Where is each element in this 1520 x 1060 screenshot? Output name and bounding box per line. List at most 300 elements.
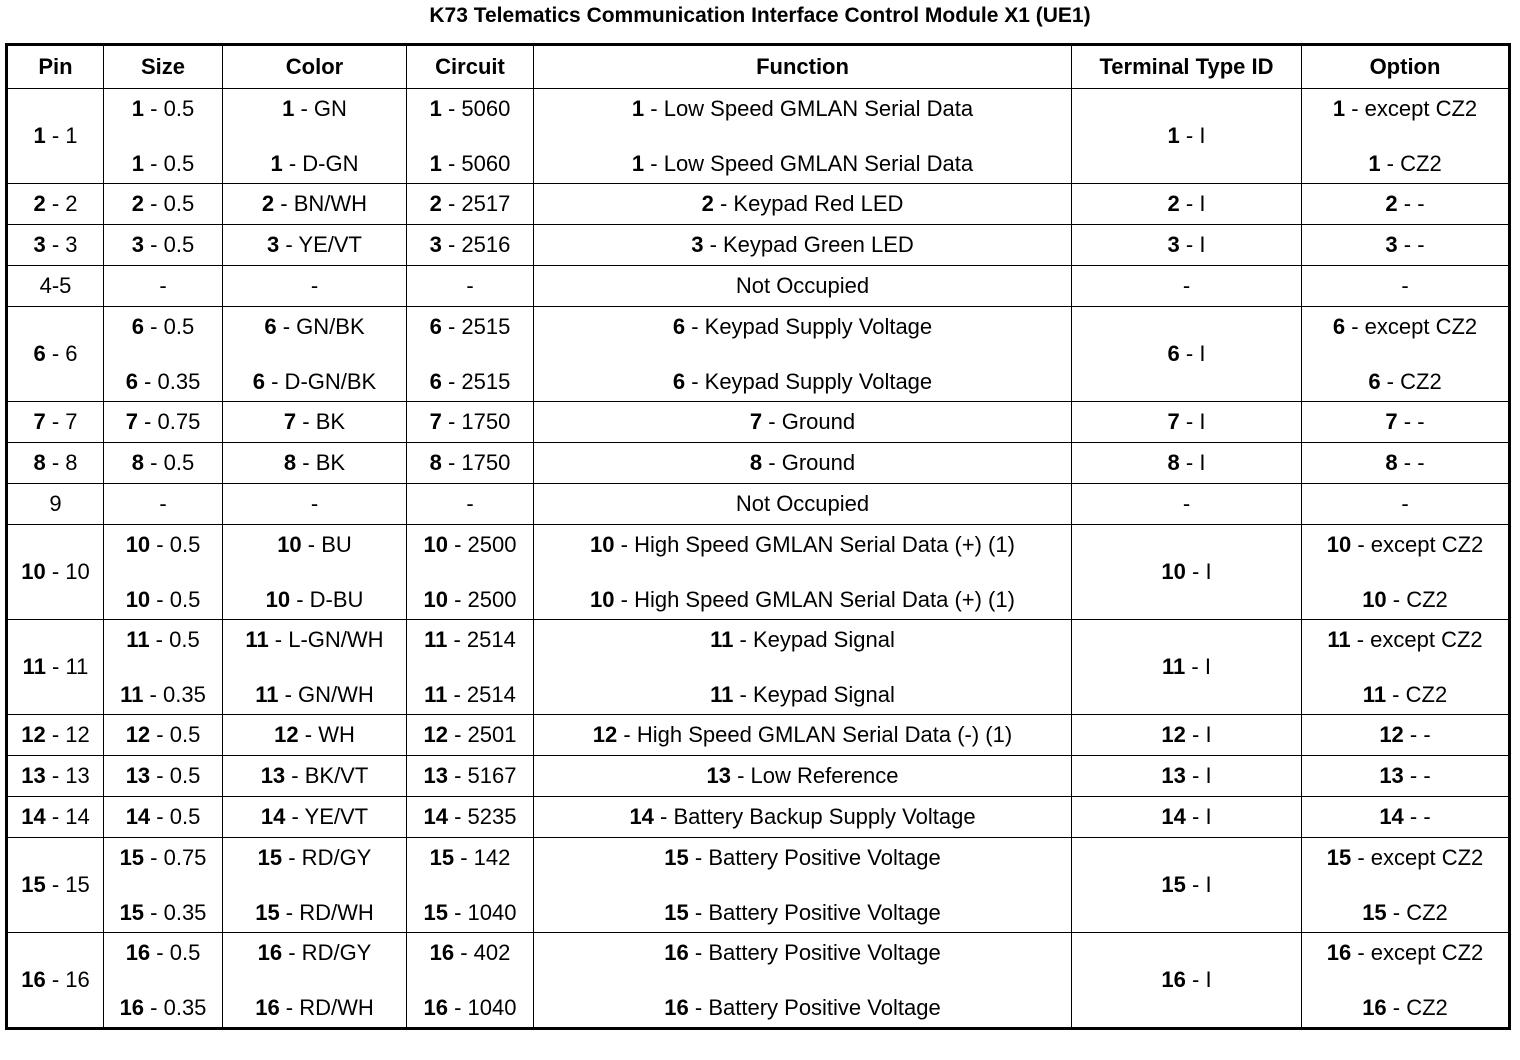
circuit-value: [407, 940, 533, 966]
size-value: [104, 369, 222, 395]
option-value: [1302, 314, 1508, 340]
option-text: - CZ2: [1386, 899, 1448, 925]
terminal-text: -: [1182, 273, 1191, 298]
pin-value: [8, 722, 103, 748]
circuit-cell: [407, 402, 534, 443]
option-text: - -: [1397, 409, 1425, 434]
function-value: [534, 627, 1071, 653]
function-value: [534, 900, 1071, 926]
circuit-value: [407, 682, 533, 708]
option-number: 15: [1326, 844, 1352, 870]
pin-text: - 1: [45, 123, 78, 148]
size-value: [104, 900, 222, 926]
color-cell: [223, 266, 407, 307]
option-text: - except CZ2: [1351, 844, 1484, 870]
size-text: - 0.5: [150, 722, 201, 747]
terminal-text: - I: [1179, 341, 1206, 366]
option-text: - CZ2: [1386, 586, 1448, 612]
circuit-text: - 2517: [441, 191, 511, 216]
color-text: -: [310, 491, 319, 516]
option-value: [1302, 845, 1508, 871]
option-value: [1302, 940, 1508, 966]
function-text: - Battery Positive Voltage: [688, 899, 941, 925]
circuit-cell: [407, 484, 534, 525]
color-number: 14: [260, 804, 286, 829]
option-number: 10: [1326, 531, 1352, 557]
pin-number: 15: [21, 872, 46, 897]
option-value: [1302, 627, 1508, 653]
table-row: [7, 443, 1510, 484]
size-cell: [104, 402, 223, 443]
option-value: [1302, 151, 1508, 177]
color-value: [223, 369, 406, 395]
circuit-cell: [407, 266, 534, 307]
circuit-cell: [407, 89, 534, 184]
color-text: -: [310, 273, 319, 298]
option-number: 10: [1362, 586, 1387, 612]
circuit-text: - 2500: [447, 531, 517, 557]
table-row: [7, 402, 1510, 443]
terminal-cell: [1072, 225, 1302, 266]
terminal-text: - I: [1185, 654, 1211, 679]
pin-cell: [7, 838, 104, 933]
function-text: - Keypad Supply Voltage: [685, 313, 933, 339]
circuit-text: - 2500: [447, 586, 517, 612]
option-text: - CZ2: [1386, 681, 1448, 707]
size-value: [104, 587, 222, 613]
color-text: - D-GN: [282, 150, 359, 176]
terminal-cell: [1072, 620, 1302, 715]
color-cell: [223, 225, 407, 266]
circuit-text: - 1750: [441, 409, 511, 434]
size-number: 10: [125, 531, 151, 557]
option-text: - except CZ2: [1351, 531, 1484, 557]
function-number: 14: [629, 804, 654, 829]
function-value: [534, 409, 1071, 435]
header-function: Function: [534, 45, 1072, 89]
circuit-text: - 2515: [441, 368, 511, 394]
option-text: - except CZ2: [1345, 313, 1478, 339]
color-cell: [223, 443, 407, 484]
table-body: [7, 89, 1510, 1029]
terminal-value: [1072, 804, 1301, 830]
color-value: [223, 96, 406, 122]
option-value: [1302, 96, 1508, 122]
color-number: 10: [265, 586, 291, 612]
pin-number: 3: [33, 232, 46, 257]
function-number: 6: [672, 313, 686, 339]
terminal-number: 8: [1167, 450, 1180, 475]
color-cell: [223, 620, 407, 715]
color-number: 11: [245, 626, 269, 652]
option-cell: [1302, 933, 1510, 1029]
function-cell: [534, 620, 1072, 715]
pin-text: - 2: [45, 191, 78, 216]
color-number: 1: [270, 150, 283, 176]
function-text: - Low Speed GMLAN Serial Data: [644, 95, 974, 121]
function-number: 16: [664, 994, 689, 1020]
terminal-value: [1072, 967, 1301, 993]
pin-value: [8, 191, 103, 217]
color-text: - RD/GY: [282, 844, 372, 870]
terminal-text: - I: [1179, 450, 1206, 475]
option-value: [1302, 409, 1508, 435]
size-text: - 0.5: [150, 939, 201, 965]
size-number: 11: [120, 681, 144, 707]
size-number: 8: [131, 450, 145, 475]
circuit-value: [407, 763, 533, 789]
circuit-text: - 5060: [441, 95, 511, 121]
color-number: 1: [282, 95, 295, 121]
pin-value: [8, 409, 103, 435]
option-value: [1302, 369, 1508, 395]
function-value: [534, 191, 1071, 217]
color-value: [223, 627, 406, 653]
terminal-text: - I: [1185, 967, 1212, 992]
color-number: 13: [260, 763, 286, 788]
pin-cell: [7, 756, 104, 797]
terminal-cell: [1072, 307, 1302, 402]
option-number: 13: [1379, 763, 1404, 788]
color-number: 7: [283, 409, 297, 434]
option-value: [1302, 491, 1508, 517]
circuit-text: - 5060: [441, 150, 511, 176]
function-cell: [534, 715, 1072, 756]
header-pin: Pin: [7, 45, 104, 89]
function-value: [534, 940, 1071, 966]
size-value: [104, 96, 222, 122]
size-text: - 0.35: [137, 368, 201, 394]
circuit-value: [407, 96, 533, 122]
terminal-number: 13: [1161, 763, 1186, 788]
size-text: - 0.5: [144, 450, 195, 475]
circuit-number: 7: [429, 409, 442, 434]
pin-text: - 13: [45, 763, 90, 788]
size-text: - 0.5: [150, 586, 201, 612]
color-text: - D-GN/BK: [265, 368, 377, 394]
circuit-value: [407, 995, 533, 1021]
terminal-value: [1072, 872, 1301, 898]
function-value: [534, 491, 1071, 517]
color-text: - YE/VT: [285, 804, 369, 829]
function-cell: [534, 933, 1072, 1029]
option-text: - CZ2: [1386, 994, 1448, 1020]
pin-value: [8, 967, 103, 993]
size-value: [104, 722, 222, 748]
pin-number: 1: [33, 123, 46, 148]
function-number: 8: [749, 450, 763, 475]
terminal-number: 3: [1167, 232, 1180, 257]
size-number: 10: [125, 586, 151, 612]
size-value: [104, 450, 222, 476]
option-cell: [1302, 756, 1510, 797]
function-cell: [534, 184, 1072, 225]
option-text: - -: [1397, 450, 1425, 475]
table-row: [7, 484, 1510, 525]
option-value: [1302, 722, 1508, 748]
size-value: [104, 627, 222, 653]
option-text: - -: [1403, 722, 1431, 747]
terminal-cell: [1072, 402, 1302, 443]
circuit-cell: [407, 797, 534, 838]
pin-number: 6: [33, 341, 46, 366]
size-text: - 0.5: [150, 763, 201, 788]
option-value: [1302, 763, 1508, 789]
function-text: - Keypad Red LED: [713, 191, 904, 216]
color-number: 3: [267, 232, 280, 257]
option-text: -: [1401, 273, 1409, 298]
pin-cell: [7, 443, 104, 484]
header-color: Color: [223, 45, 407, 89]
color-value: [223, 995, 406, 1021]
circuit-value: [407, 627, 533, 653]
terminal-cell: [1072, 89, 1302, 184]
function-number: 11: [710, 626, 734, 652]
size-text: - 0.5: [144, 191, 195, 216]
circuit-text: - 2514: [447, 626, 516, 652]
terminal-cell: [1072, 715, 1302, 756]
color-text: - D-BU: [290, 586, 364, 612]
header-size: Size: [104, 45, 223, 89]
function-value: [534, 273, 1071, 299]
circuit-number: 10: [423, 531, 448, 557]
function-value: [534, 722, 1071, 748]
table-row: [7, 933, 1510, 1029]
color-cell: [223, 184, 407, 225]
option-cell: [1302, 402, 1510, 443]
function-text: - Keypad Green LED: [703, 232, 914, 257]
option-text: - -: [1397, 191, 1425, 216]
color-value: [223, 409, 406, 435]
terminal-cell: [1072, 797, 1302, 838]
color-cell: [223, 307, 407, 402]
terminal-text: - I: [1179, 409, 1206, 434]
size-value: [104, 151, 222, 177]
size-cell: [104, 838, 223, 933]
terminal-cell: [1072, 933, 1302, 1029]
option-cell: [1302, 525, 1510, 620]
pin-number: 2: [33, 191, 46, 216]
function-value: [534, 450, 1071, 476]
color-text: - YE/VT: [279, 232, 362, 257]
pin-cell: [7, 266, 104, 307]
option-text: - except CZ2: [1345, 95, 1478, 121]
circuit-text: - 1040: [447, 899, 517, 925]
pinout-table: [5, 43, 1511, 1030]
pin-text: - 3: [45, 232, 78, 257]
option-number: 7: [1385, 409, 1398, 434]
function-value: [534, 151, 1071, 177]
terminal-value: [1072, 341, 1301, 367]
table-row: [7, 307, 1510, 402]
page-title: K73 Telematics Communication Interface Control Module X1 (UE1): [429, 4, 1091, 27]
size-text: - 0.5: [144, 95, 195, 121]
function-number: 3: [691, 232, 704, 257]
function-text: - Ground: [762, 450, 856, 475]
option-text: - -: [1397, 232, 1425, 257]
circuit-number: 3: [429, 232, 442, 257]
option-cell: [1302, 225, 1510, 266]
circuit-cell: [407, 756, 534, 797]
terminal-cell: [1072, 266, 1302, 307]
size-number: 16: [119, 994, 145, 1020]
option-number: 1: [1332, 95, 1346, 121]
pin-text: - 7: [45, 409, 78, 434]
option-cell: [1302, 307, 1510, 402]
color-value: [223, 722, 406, 748]
circuit-number: 6: [429, 313, 442, 339]
pin-value: [8, 123, 103, 149]
terminal-number: 1: [1167, 123, 1180, 148]
terminal-value: [1072, 232, 1301, 258]
color-number: 15: [255, 899, 280, 925]
table-row: [7, 715, 1510, 756]
circuit-cell: [407, 225, 534, 266]
color-number: 8: [283, 450, 297, 475]
terminal-text: - I: [1185, 872, 1212, 897]
pin-value: [8, 654, 103, 680]
pin-text: - 14: [45, 804, 90, 829]
pin-number: 10: [21, 559, 46, 584]
option-number: 11: [1362, 681, 1387, 707]
option-text: -: [1401, 491, 1409, 516]
size-value: [104, 273, 222, 299]
size-text: - 0.5: [144, 150, 195, 176]
circuit-cell: [407, 307, 534, 402]
color-value: [223, 273, 406, 299]
pin-value: [8, 559, 103, 585]
size-number: 6: [131, 313, 145, 339]
color-text: - GN/WH: [278, 681, 374, 707]
circuit-text: - 5167: [447, 763, 517, 788]
table-row: [7, 620, 1510, 715]
terminal-value: [1072, 123, 1301, 149]
color-value: [223, 491, 406, 517]
size-text: - 0.5: [144, 232, 195, 257]
size-cell: [104, 797, 223, 838]
function-text: - Low Reference: [730, 763, 899, 788]
circuit-text: - 402: [454, 939, 511, 965]
pin-value: [8, 491, 103, 517]
pin-cell: [7, 620, 104, 715]
circuit-value: [407, 314, 533, 340]
color-number: 11: [255, 681, 279, 707]
terminal-value: [1072, 559, 1301, 585]
option-cell: [1302, 89, 1510, 184]
function-value: [534, 682, 1071, 708]
circuit-number: 15: [429, 844, 455, 870]
function-text: - High Speed GMLAN Serial Data (-) (1): [617, 722, 1013, 747]
pin-number: 16: [21, 967, 46, 992]
function-cell: [534, 797, 1072, 838]
function-text: - Keypad Signal: [733, 681, 895, 707]
option-cell: [1302, 266, 1510, 307]
size-number: 2: [131, 191, 145, 216]
function-text: - Battery Positive Voltage: [688, 844, 941, 870]
table-row: [7, 838, 1510, 933]
circuit-cell: [407, 620, 534, 715]
pin-cell: [7, 307, 104, 402]
color-number: 12: [274, 722, 299, 747]
size-text: -: [159, 273, 167, 298]
size-cell: [104, 525, 223, 620]
color-cell: [223, 525, 407, 620]
size-number: 13: [125, 763, 151, 788]
option-number: 6: [1368, 368, 1381, 394]
pin-cell: [7, 797, 104, 838]
size-cell: [104, 620, 223, 715]
size-number: 15: [119, 899, 145, 925]
terminal-number: 11: [1162, 654, 1186, 679]
size-text: - 0.35: [144, 899, 207, 925]
function-cell: [534, 266, 1072, 307]
terminal-number: 10: [1161, 559, 1186, 584]
circuit-number: 12: [423, 722, 448, 747]
circuit-text: - 1040: [447, 994, 517, 1020]
header-row: [7, 45, 1510, 89]
terminal-value: [1072, 450, 1301, 476]
size-value: [104, 940, 222, 966]
terminal-value: [1072, 409, 1301, 435]
color-cell: [223, 797, 407, 838]
option-cell: [1302, 797, 1510, 838]
color-cell: [223, 838, 407, 933]
terminal-text: -: [1182, 491, 1191, 516]
option-value: [1302, 450, 1508, 476]
option-text: - -: [1403, 763, 1431, 788]
option-value: [1302, 587, 1508, 613]
pin-value: [8, 450, 103, 476]
color-cell: [223, 402, 407, 443]
color-number: 16: [257, 939, 283, 965]
circuit-number: 11: [424, 626, 448, 652]
size-number: 3: [131, 232, 145, 257]
color-value: [223, 587, 406, 613]
option-number: 6: [1332, 313, 1346, 339]
size-cell: [104, 484, 223, 525]
table-row: [7, 184, 1510, 225]
terminal-number: 6: [1167, 341, 1180, 366]
size-number: 7: [125, 409, 138, 434]
pin-cell: [7, 484, 104, 525]
pin-text: 9: [49, 491, 62, 516]
table-row: [7, 225, 1510, 266]
terminal-value: [1072, 763, 1301, 789]
color-text: - BK: [296, 409, 346, 434]
size-text: - 0.5: [150, 531, 201, 557]
terminal-cell: [1072, 184, 1302, 225]
color-number: 16: [255, 994, 280, 1020]
color-text: - GN: [294, 95, 347, 121]
pin-number: 7: [33, 409, 46, 434]
option-value: [1302, 804, 1508, 830]
circuit-value: [407, 532, 533, 558]
table-row: [7, 797, 1510, 838]
circuit-cell: [407, 838, 534, 933]
circuit-value: [407, 409, 533, 435]
circuit-text: -: [466, 491, 474, 516]
function-number: 16: [664, 939, 689, 965]
function-cell: [534, 225, 1072, 266]
circuit-number: 2: [429, 191, 442, 216]
terminal-number: 2: [1167, 191, 1180, 216]
option-number: 2: [1385, 191, 1398, 216]
size-cell: [104, 715, 223, 756]
function-text: Not Occupied: [735, 273, 870, 298]
circuit-number: 16: [423, 994, 448, 1020]
size-text: - 0.5: [149, 626, 200, 652]
circuit-number: 15: [423, 899, 448, 925]
